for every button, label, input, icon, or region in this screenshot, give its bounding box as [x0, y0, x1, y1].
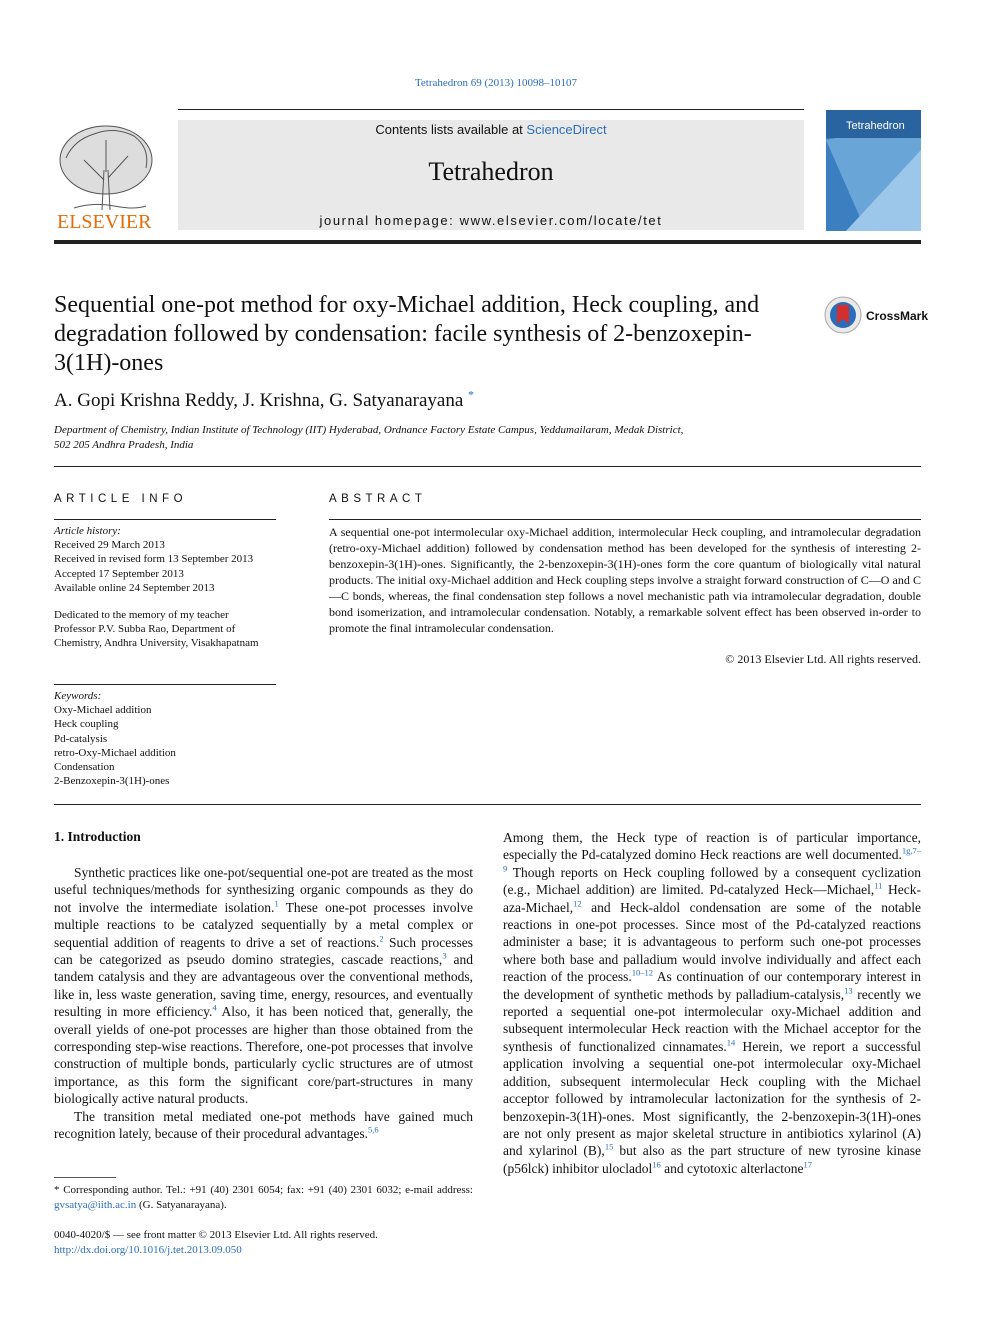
citation-ref[interactable]: 13: [844, 985, 853, 996]
paragraph-text: Also, it has been noticed that, generally, the overall yields of one-pot processes are higher than those obtained from the corresponding step-wise reactions. Therefore, one-pot processes that involve construction of multiple bonds, particularly cyclic structures are of utmost importance, as this form the significant core/part-structures in many biologically active natural products.: [54, 1004, 473, 1107]
keyword-item: Pd-catalysis: [54, 732, 108, 745]
crossmark-icon: [824, 296, 864, 336]
contents-line: [178, 122, 804, 137]
footnote-divider: [54, 1177, 116, 1178]
keyword-item: retro-Oxy-Michael addition: [54, 746, 176, 759]
header-divider: [178, 109, 804, 110]
front-matter: [54, 1228, 494, 1257]
corresponding-author-footnote: [54, 1183, 473, 1212]
paragraph-text: Heck-aza-Michael,: [503, 882, 921, 915]
paragraph: [54, 1108, 473, 1143]
affiliation: [54, 423, 754, 453]
citation-ref[interactable]: 15: [604, 1141, 614, 1152]
body-divider: [54, 804, 921, 805]
history-revised: Received in revised form 13 September 2013: [54, 553, 254, 566]
paragraph-text: Though reports on Heck coupling followed by a consequent cyclization (e.g., Michael addition) are limited. Pd-catalyzed Heck—Michael,: [503, 864, 921, 898]
citation-ref[interactable]: 4: [212, 1002, 217, 1013]
header-thick-divider: [54, 240, 921, 244]
paragraph-text: but also as the part structure of new tyrosine kinase (p56lck) inhibitor ulocladol: [503, 1143, 921, 1176]
history-received: Received 29 March 2013: [54, 539, 165, 552]
keyword-item: Oxy-Michael addition: [54, 704, 152, 717]
crossmark-label: CrossMark: [866, 309, 929, 323]
keywords-label: Keywords:: [54, 690, 102, 702]
citation-ref[interactable]: 11: [874, 880, 883, 891]
article-info-heading: ARTICLE INFO: [54, 493, 188, 505]
affiliation-line-2: 502 205 Andhra Pradesh, India: [54, 439, 194, 451]
paragraph-text: and Heck-aldol condensation are some of the notable reactions in one-pot processes. Since most of the Pd-catalyzed reactions administer a base; it is advantageous to perform such one-pot processes where both base and palladium would involve individually and affect each reaction of the process.: [503, 899, 921, 985]
paragraph: [503, 829, 921, 1177]
author-names: A. Gopi Krishna Reddy, J. Krishna, G. Satyanarayana: [54, 390, 464, 411]
citation-ref[interactable]: 16: [652, 1159, 661, 1170]
keywords: [54, 689, 284, 788]
paragraph-text: These one-pot processes involve multiple reactions to be catalyzed sequentially by a metal complex or sequential addition of reagents to drive a set of reactions.: [54, 899, 473, 950]
paragraph-text: Among them, the Heck type of reaction is of particular importance, especially the Pd-catalyzed domino Heck reactions are well documented.: [503, 830, 921, 863]
elsevier-logo: [54, 120, 156, 232]
footnote-text: * Corresponding author. Tel.: +91 (40) 2301 6054; fax: +91 (40) 2301 6032; e-mail address:: [54, 1184, 473, 1196]
journal-citation-link[interactable]: Tetrahedron 69 (2013) 10098–10107: [414, 77, 578, 89]
keyword-item: Heck coupling: [54, 718, 119, 731]
article-history: [54, 524, 284, 595]
citation-ref[interactable]: 17: [803, 1159, 813, 1170]
issn-line: 0040-4020/$ — see front matter © 2013 Elsevier Ltd. All rights reserved.: [54, 1229, 378, 1241]
article-info-divider: [54, 519, 276, 520]
journal-cover-image: [826, 110, 921, 231]
journal-name: Tetrahedron: [428, 157, 554, 186]
journal-homepage-link[interactable]: journal homepage: www.elsevier.com/locate/tet: [319, 213, 663, 228]
paragraph-text: The transition metal mediated one-pot methods have gained much recognition lately, because of their procedural advantages.: [54, 1108, 473, 1142]
paragraph-text: and tandem catalysis and they are advantageous over the conventional methods, like in, less waste generation, saving time, energy, resources, and eventually resulting in more efficiency.: [54, 952, 473, 1020]
author-list: [54, 387, 475, 412]
paragraph-text: Herein, we report a successful application involving a sequential one-pot intermolecular oxy-Michael addition, subsequent intermolecular Heck coupling with the Michael acceptor followed by intramolecular lactonization for the synthesis of 2-benzoxepin-3(1H)-ones. Most significantly, the 2-benzoxepin-3(1H)-ones are not only present as major skeletal structure in antibiotics xylarinol (A) and xylarinol (B),: [503, 1038, 921, 1159]
paragraph-text: As continuation of our contemporary interest in the development of synthetic methods by palladium-catalysis,: [503, 969, 921, 1002]
citation-ref[interactable]: 10–12: [631, 967, 653, 978]
corresponding-author-mark[interactable]: *: [468, 387, 475, 402]
contents-prefix: Contents lists available at: [375, 122, 527, 137]
doi-link[interactable]: http://dx.doi.org/10.1016/j.tet.2013.09.050: [54, 1243, 242, 1256]
paragraph-text: recently we reported a sequential one-pot intermolecular oxy-Michael addition and subsequent intermolecular Heck reaction with the Michael acceptor for the synthesis of functionalized cinnamates.: [503, 986, 922, 1054]
body-column-left: [54, 864, 473, 1143]
citation-ref[interactable]: 3: [442, 950, 447, 961]
sciencedirect-link[interactable]: ScienceDirect: [526, 122, 607, 137]
citation-ref[interactable]: 5,6: [368, 1124, 379, 1135]
paragraph-text: Such processes can be categorized as pseudo domino strategies, cascade reactions,: [54, 934, 473, 968]
affiliation-line-1: Department of Chemistry, Indian Institute of Technology (IIT) Hyderabad, Ordnance Factory Estate Campus, Yeddumailaram, Medak District,: [54, 424, 684, 436]
affiliation-divider: [54, 466, 921, 467]
paragraph-text: and cytotoxic alterlactone: [660, 1160, 804, 1176]
article-title: Sequential one-pot method for oxy-Michael addition, Heck coupling, and degradation followed by condensation: facile synthesis of 2-benzoxepin-3(1H)-ones: [54, 292, 760, 376]
citation-ref[interactable]: 1: [274, 898, 279, 909]
cover-title-text: Tetrahedron: [846, 120, 905, 132]
author-email-link[interactable]: gvsatya@iith.ac.in: [54, 1198, 137, 1211]
citation-ref[interactable]: 14: [726, 1037, 736, 1048]
citation-ref[interactable]: 2: [379, 933, 384, 944]
history-accepted: Accepted 17 September 2013: [54, 567, 184, 580]
history-online: Available online 24 September 2013: [54, 581, 215, 594]
journal-banner: [178, 120, 804, 230]
abstract-divider: [329, 519, 921, 520]
keyword-item: Condensation: [54, 761, 115, 774]
section-heading-introduction: 1. Introduction: [54, 829, 141, 844]
history-label: Article history:: [54, 525, 121, 537]
keyword-item: 2-Benzoxepin-3(1H)-ones: [54, 775, 170, 788]
abstract-text: A sequential one-pot intermolecular oxy-Michael addition, intermolecular Heck coupling, and intramolecular degradation (retro-oxy-Michael addition) followed by condensation method has been developed for the synthesis of interesting 2-benzoxepin-3(1H)-ones. Significantly, the 2-benzoxepin-3(1H)-ones form the core quantum of biologically vital natural products. The initial oxy-Michael addition and Heck coupling steps involve a straight forward construction of C—O and C—C bonds, whereas, the final condensation step follows a novel mechanistic path via intramolecular degradation, double bond isomerization, and intramolecular condensation. Notably, a remarkable solvent effect has been observed in-order to promote the final intramolecular condensation.: [329, 525, 921, 635]
elsevier-logo-text: ELSEVIER: [57, 211, 152, 232]
footnote-suffix: (G. Satyanarayana).: [136, 1198, 227, 1211]
citation-ref[interactable]: 12: [573, 898, 582, 909]
paragraph: [54, 864, 473, 1108]
paragraph-text: Synthetic practices like one-pot/sequential one-pot are treated as the most useful techniques/methods for synthesizing organic compounds as they do not involve the intermediate isolation.: [54, 865, 473, 915]
abstract-heading: ABSTRACT: [329, 493, 427, 505]
abstract-copyright: © 2013 Elsevier Ltd. All rights reserved.: [725, 652, 921, 666]
keywords-divider: [54, 684, 276, 685]
body-column-right: [503, 829, 921, 1177]
dedication: Dedicated to the memory of my teacher Professor P.V. Subba Rao, Department of Chemistry, Andhra University, Visakhapatnam: [54, 609, 259, 650]
citation-ref[interactable]: 1g,7–9: [503, 845, 921, 874]
